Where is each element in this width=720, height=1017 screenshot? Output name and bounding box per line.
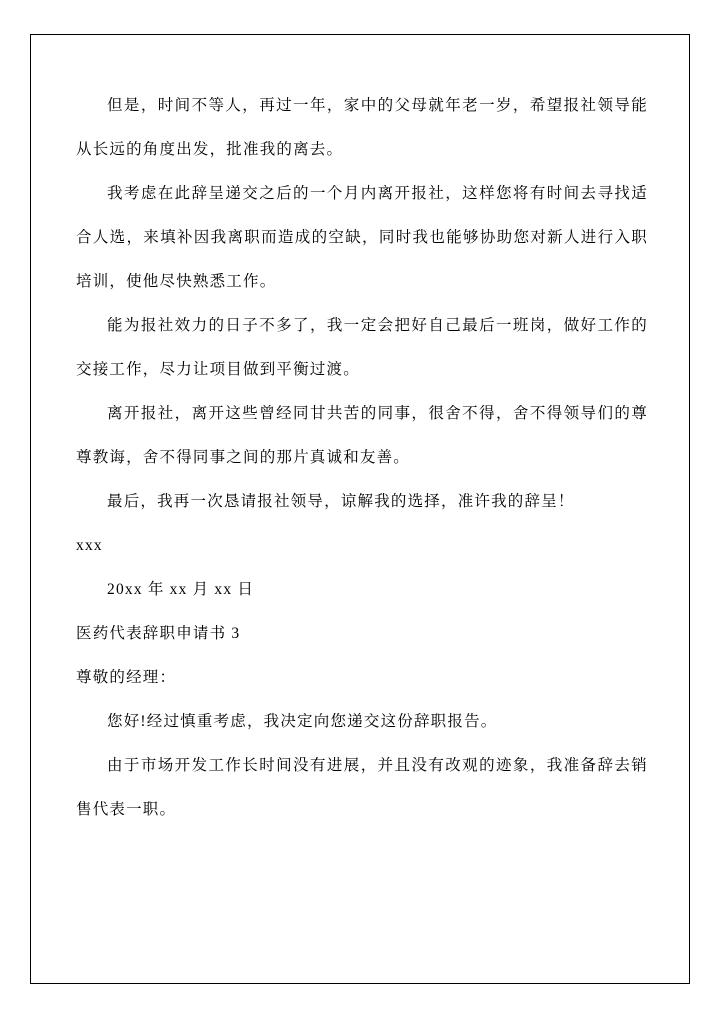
paragraph: 最后，我再一次恳请报社领导，谅解我的选择，准许我的辞呈！ (107, 493, 575, 510)
paragraph: 离开报社，离开这些曾经同甘共苦的同事，很舍不得，舍不得领导们的尊尊教诲，舍不得同事之间的那片真诚和友善。 (76, 405, 648, 466)
paragraph: 能为报社效力的日子不多了，我一定会把好自己最后一班岗，做好工作的交接工作，尽力让项目做到平衡过渡。 (76, 317, 648, 378)
paragraph: 您好!经过慎重考虑，我决定向您递交这份辞职报告。 (107, 713, 498, 730)
signature-date: 20xx 年 xx 月 xx 日 (107, 581, 255, 598)
paragraph: 我考虑在此辞呈递交之后的一个月内离开报社，这样您将有时间去寻找适合人选，来填补因我离职而造成的空缺，同时我也能够协助您对新人进行入职培训，使他尽快熟悉工作。 (76, 185, 648, 290)
salutation: 尊敬的经理： (76, 669, 177, 686)
paragraph: 但是，时间不等人，再过一年，家中的父母就年老一岁，希望报社领导能从长远的角度出发，批准我的离去。 (76, 97, 648, 158)
paragraph: 由于市场开发工作长时间没有进展，并且没有改观的迹象，我准备辞去销售代表一职。 (76, 757, 648, 818)
section-heading: 医药代表辞职申请书 3 (76, 625, 241, 642)
signature-name: xxx (76, 537, 103, 554)
document-content (30, 34, 690, 984)
